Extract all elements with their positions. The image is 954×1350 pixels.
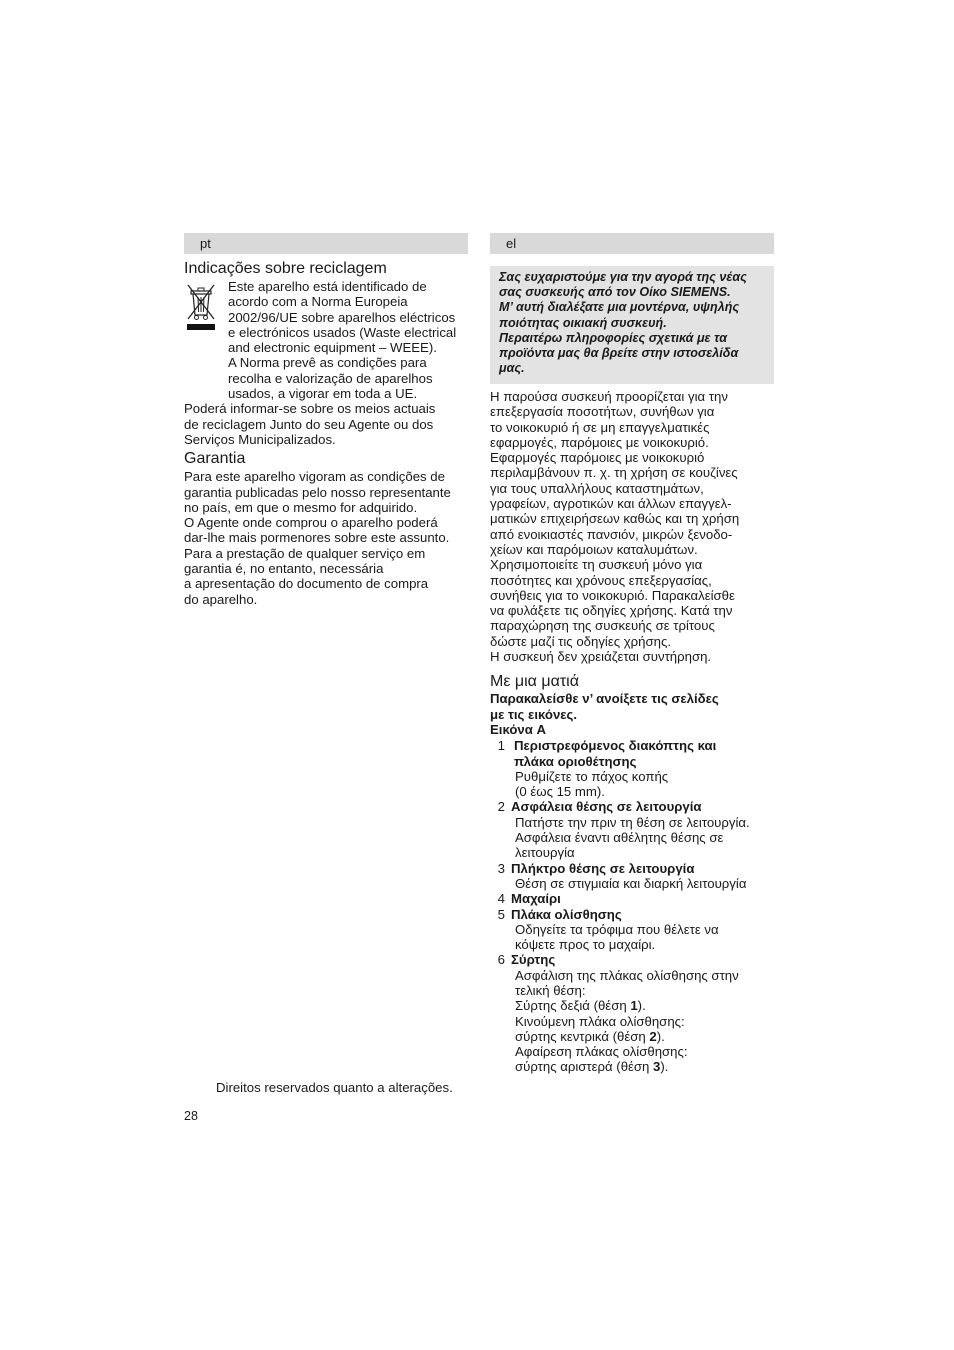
- item-number: 3: [497, 860, 505, 876]
- parts-list-item: [490, 907, 780, 953]
- garantia-text: [184, 469, 468, 607]
- glance-intro-line: με τις εικόνες.: [490, 706, 578, 722]
- body-line: χείων και παρόμοιων καταλυμάτων.: [490, 541, 698, 557]
- item-title: Ασφάλεια θέσης σε λειτουργία: [511, 799, 702, 815]
- parts-list-item: [490, 738, 780, 799]
- body-line: εφαρμογές, παρόμοιες με νοικοκυριό.: [490, 434, 709, 450]
- item-number: 6: [497, 952, 505, 968]
- garantia-line: dar-lhe mais pormenores sobre este assunto.: [184, 530, 450, 546]
- parts-list: [490, 738, 780, 1075]
- item-description: κόψετε προς το μαχαίρι.: [515, 937, 656, 953]
- garantia-line: a apresentação do documento de compra: [184, 576, 429, 592]
- body-line: Η παρούσα συσκευή προορίζεται για την: [490, 389, 728, 404]
- lang-code-el: el: [506, 236, 517, 251]
- garantia-line: Para a prestação de qualquer serviço em: [184, 545, 426, 561]
- garantia-line: no país, em que o mesmo for adquirido.: [184, 499, 418, 515]
- recycle-block: [184, 279, 468, 401]
- body-line: το νοικοκυριό ή σε μη επαγγελματικές: [490, 419, 710, 435]
- lang-header-pt: [184, 233, 468, 254]
- lang-header-el: [490, 233, 774, 254]
- recycle-after-line: de reciclagem Junto do seu Agente ou dos: [184, 416, 434, 432]
- el-column: [490, 389, 780, 1075]
- item-title: Περιστρεφόμενος διακόπτης και: [514, 738, 717, 754]
- recycle-line: and electronic equipment – WEEE).: [228, 340, 437, 356]
- intro-line: προϊόντα μας θα βρείτε στην ιστοσελίδα: [499, 346, 739, 361]
- intro-line: ποιότητας οικιακή συσκευή.: [499, 315, 667, 330]
- item-description: Σύρτης δεξιά (θέση 1).: [515, 998, 646, 1014]
- intro-line: σας συσκευής από τον Οίκο SIEMENS.: [499, 285, 731, 300]
- recycle-after-line: Poderá informar-se sobre os meios actuais: [184, 401, 436, 417]
- intro-line: Σας ευχαριστούμε για την αγορά της νέας: [499, 270, 747, 284]
- intro-line: Περαιτέρω πληροφορίες σχετικά με τα: [499, 330, 728, 345]
- recycle-line: acordo com a Norma Europeia: [228, 294, 408, 310]
- pt-column: [184, 259, 468, 607]
- item-description: Πατήστε την πριν τη θέση σε λειτουργία.: [515, 814, 750, 830]
- item-number: 2: [497, 799, 505, 815]
- recycle-after-line: Serviços Municipalizados.: [184, 431, 336, 447]
- page-number: 28: [184, 1109, 198, 1123]
- garantia-heading: Garantia: [184, 450, 246, 468]
- item-number: [490, 754, 505, 769]
- item-number: 4: [497, 891, 505, 907]
- el-body-text: [490, 389, 780, 664]
- glance-heading: Με μια ματιά: [490, 673, 579, 691]
- recycle-heading: Indicações sobre reciclagem: [184, 260, 387, 277]
- recycle-line: recolha e valorização de aparelhos: [228, 370, 433, 386]
- body-line: δώστε μαζί τις οδηγίες χρήσης.: [490, 633, 671, 649]
- item-title: Σύρτης: [511, 952, 556, 968]
- item-number: 1: [497, 738, 505, 754]
- body-line: συνήθεις για το νοικοκυριό. Παρακαλείσθε: [490, 587, 735, 603]
- item-description: λειτουργία: [515, 845, 575, 861]
- parts-list-item: [490, 952, 780, 1074]
- recycle-line: 2002/96/UE sobre aparelhos eléctricos: [228, 309, 456, 325]
- item-description: σύρτης κεντρικά (θέση 2).: [515, 1028, 665, 1044]
- body-line: από ενοικιαστές πανσιόν, μικρών ξενοδο-: [490, 526, 733, 542]
- garantia-line: Para este aparelho vigoram as condições de: [184, 469, 445, 485]
- body-line: Εφαρμογές παρόμοιες με νοικοκυριό: [490, 450, 705, 466]
- garantia-line: garantia é, no entanto, necessária: [184, 561, 384, 577]
- item-description: σύρτης αριστερά (θέση 3).: [515, 1059, 669, 1075]
- intro-line: Μ’ αυτή διαλέξατε μια μοντέρνα, υψηλής: [499, 300, 740, 315]
- body-line: ποσότητες και χρόνους επεξεργασίας,: [490, 572, 712, 588]
- item-number: 5: [497, 906, 505, 922]
- item-title: Πλήκτρο θέσης σε λειτουργία: [511, 860, 695, 876]
- garantia-line: O Agente onde comprou o aparelho poderá: [184, 515, 438, 531]
- body-line: Η συσκευή δεν χρειάζεται συντήρηση.: [490, 649, 712, 665]
- parts-list-item: [490, 861, 780, 892]
- item-description: Ρυθμίζετε το πάχος κοπής: [515, 768, 669, 784]
- item-title: Μαχαίρι: [511, 891, 561, 907]
- item-description: Κινούμενη πλάκα ολίσθησης:: [515, 1013, 685, 1029]
- item-title: πλάκα οριοθέτησης: [514, 753, 637, 769]
- body-line: για τους υπαλλήλους καταστημάτων,: [490, 480, 704, 496]
- item-description: Ασφάλεια έναντι αθέλητης θέσης σε: [515, 830, 724, 846]
- body-line: επεξεργασία ποσοτήτων, συνήθων για: [490, 404, 715, 420]
- glance-intro: [490, 691, 780, 737]
- lang-code-pt: pt: [200, 236, 211, 251]
- rights-note: Direitos reservados quanto a alterações.: [216, 1080, 453, 1095]
- recycle-line: usados, a vigorar em toda a UE.: [228, 386, 418, 402]
- item-description: Αφαίρεση πλάκας ολίσθησης:: [515, 1044, 688, 1060]
- body-line: ματικών επιχειρήσεων καθώς και τη χρήση: [490, 511, 740, 527]
- intro-line: μας.: [499, 361, 525, 376]
- item-description: Θέση σε στιγμιαία και διαρκή λειτουργία: [515, 875, 747, 891]
- item-description: Οδηγείτε τα τρόφιμα που θέλετε να: [515, 921, 719, 937]
- item-title: Πλάκα ολίσθησης: [511, 906, 622, 922]
- item-description: (0 έως 15 mm).: [515, 784, 605, 800]
- crossed-bin-icon: [184, 279, 220, 401]
- thank-you-box: [490, 266, 774, 384]
- item-description: Ασφάλιση της πλάκας ολίσθησης στην: [515, 967, 739, 983]
- body-line: γραφείων, αγροτικών και άλλων επαγγελ-: [490, 496, 732, 512]
- parts-list-item: [490, 799, 780, 860]
- garantia-line: garantia publicadas pelo nosso representante: [184, 484, 451, 500]
- body-line: περιλαμβάνουν π. χ. τη χρήση σε κουζίνες: [490, 465, 738, 481]
- body-line: παραχώρηση της συσκευής σε τρίτους: [490, 618, 715, 634]
- figure-label: Εικόνα A: [490, 721, 547, 737]
- recycle-line: A Norma prevê as condições para: [228, 355, 427, 371]
- recycle-text: [228, 279, 456, 401]
- garantia-line: do aparelho.: [184, 591, 258, 607]
- body-line: Χρησιμοποιείτε τη συσκευή μόνο για: [490, 557, 703, 573]
- body-line: να φυλάξετε τις οδηγίες χρήσης. Κατά την: [490, 603, 733, 619]
- item-description: τελική θέση:: [515, 982, 586, 998]
- glance-intro-line: Παρακαλείσθε ν’ ανοίξετε τις σελίδες: [490, 691, 719, 707]
- recycle-line: e electrónicos usados (Waste electrical: [228, 324, 457, 340]
- parts-list-item: [490, 891, 780, 906]
- recycle-line: Este aparelho está identificado de: [228, 279, 427, 294]
